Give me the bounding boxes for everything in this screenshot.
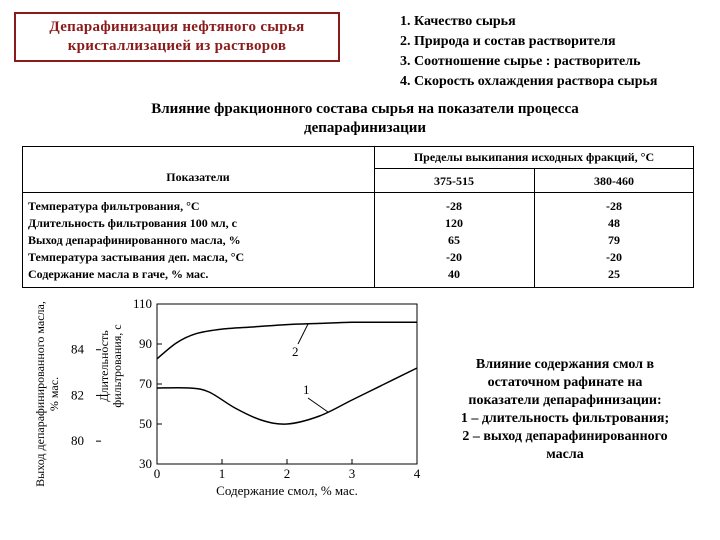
cell-value: 40 bbox=[448, 267, 460, 281]
description-line: Влияние содержания смол в bbox=[475, 357, 655, 372]
values-fraction-b bbox=[534, 198, 694, 283]
cell-value: 25 bbox=[608, 267, 620, 281]
header-fraction-a: 375-515 bbox=[434, 174, 474, 188]
x-axis-label: Содержание смол, % мас. bbox=[216, 483, 358, 498]
y-tick-label-yield: 82 bbox=[71, 387, 84, 403]
table-caption bbox=[100, 100, 630, 138]
factor-item: 3. Соотношение сырье : растворитель bbox=[400, 54, 641, 69]
series-line-2 bbox=[157, 322, 417, 359]
values-fraction-a bbox=[374, 198, 534, 283]
cell-value: -20 bbox=[606, 250, 622, 264]
cell-value: 65 bbox=[448, 233, 460, 247]
row-label: Длительность фильтрования 100 мл, с bbox=[28, 216, 237, 230]
header-indicators: Показатели bbox=[166, 170, 230, 184]
table-caption-line2: депарафинизации bbox=[304, 120, 426, 136]
description-line: 2 – выход депарафинированного bbox=[462, 429, 668, 444]
graph-description bbox=[430, 356, 700, 464]
factor-item: 2. Природа и состав растворителя bbox=[400, 34, 616, 49]
cell-value: -28 bbox=[446, 199, 462, 213]
y-tick-label-filtration: 110 bbox=[132, 296, 152, 311]
y-tick-label-filtration: 90 bbox=[139, 336, 152, 351]
x-tick-label: 4 bbox=[413, 466, 421, 481]
series-leader-1 bbox=[308, 398, 328, 412]
slide-title-line2: кристаллизацией из растворов bbox=[67, 38, 287, 54]
table-rule-bottom bbox=[22, 287, 694, 288]
y-axis-label-yield: % мас. bbox=[47, 376, 61, 412]
slide-title-line1: Депарафинизация нефтяного сырья bbox=[49, 19, 305, 35]
row-label: Выход депарафинированного масла, % bbox=[28, 233, 241, 247]
y-tick-label-filtration: 70 bbox=[139, 376, 152, 391]
series-label-1: 1 bbox=[303, 382, 310, 397]
table-border-left bbox=[22, 146, 23, 287]
y-axis-label-yield: Выход депарафинированного масла, bbox=[33, 301, 47, 487]
x-tick-label: 2 bbox=[283, 466, 291, 481]
series-leader-2 bbox=[298, 324, 308, 344]
cell-value: 79 bbox=[608, 233, 620, 247]
cell-value: 120 bbox=[445, 216, 463, 230]
row-label: Содержание масла в гаче, % мас. bbox=[28, 267, 209, 281]
series-label-2: 2 bbox=[292, 344, 299, 359]
y-axis-label-filtration: фильтрования, с bbox=[110, 324, 124, 408]
x-tick-label: 3 bbox=[348, 466, 356, 481]
cell-value: -28 bbox=[606, 199, 622, 213]
y-tick-label-yield: 80 bbox=[71, 433, 84, 449]
y-tick-label-yield: 84 bbox=[71, 341, 84, 357]
table-caption-line1: Влияние фракционного состава сырья на показатели процесса bbox=[151, 101, 579, 117]
factors-list bbox=[400, 12, 657, 92]
y-tick-label-filtration: 50 bbox=[139, 416, 152, 431]
plot-frame bbox=[157, 304, 417, 464]
header-fraction-b: 380-460 bbox=[594, 174, 634, 188]
row-label: Температура фильтрования, °С bbox=[28, 199, 200, 213]
y-tick-label-filtration: 30 bbox=[139, 456, 152, 471]
table-rule-top bbox=[22, 146, 694, 147]
y-axis-label-filtration: Длительность bbox=[97, 330, 111, 402]
series-line-1 bbox=[157, 368, 417, 424]
x-tick-label: 0 bbox=[153, 466, 161, 481]
description-line: масла bbox=[546, 447, 584, 462]
cell-value: 48 bbox=[608, 216, 620, 230]
description-line: 1 – длительность фильтрования; bbox=[460, 411, 670, 426]
cell-value: -20 bbox=[446, 250, 462, 264]
resin-content-chart bbox=[0, 290, 430, 540]
x-tick-label: 1 bbox=[218, 466, 226, 481]
table-rule-header bbox=[22, 192, 694, 193]
header-fraction-range: Пределы выкипания исходных фракций, °С bbox=[413, 150, 655, 164]
row-label: Температура застывания деп. масла, °С bbox=[28, 250, 245, 264]
factor-item: 1. Качество сырья bbox=[400, 14, 516, 29]
description-line: показатели депарафинизации: bbox=[468, 393, 662, 408]
description-line: остаточном рафинате на bbox=[487, 375, 643, 390]
slide-title-box bbox=[14, 12, 340, 62]
row-labels bbox=[28, 198, 244, 283]
factor-item: 4. Скорость охлаждения раствора сырья bbox=[400, 74, 658, 89]
